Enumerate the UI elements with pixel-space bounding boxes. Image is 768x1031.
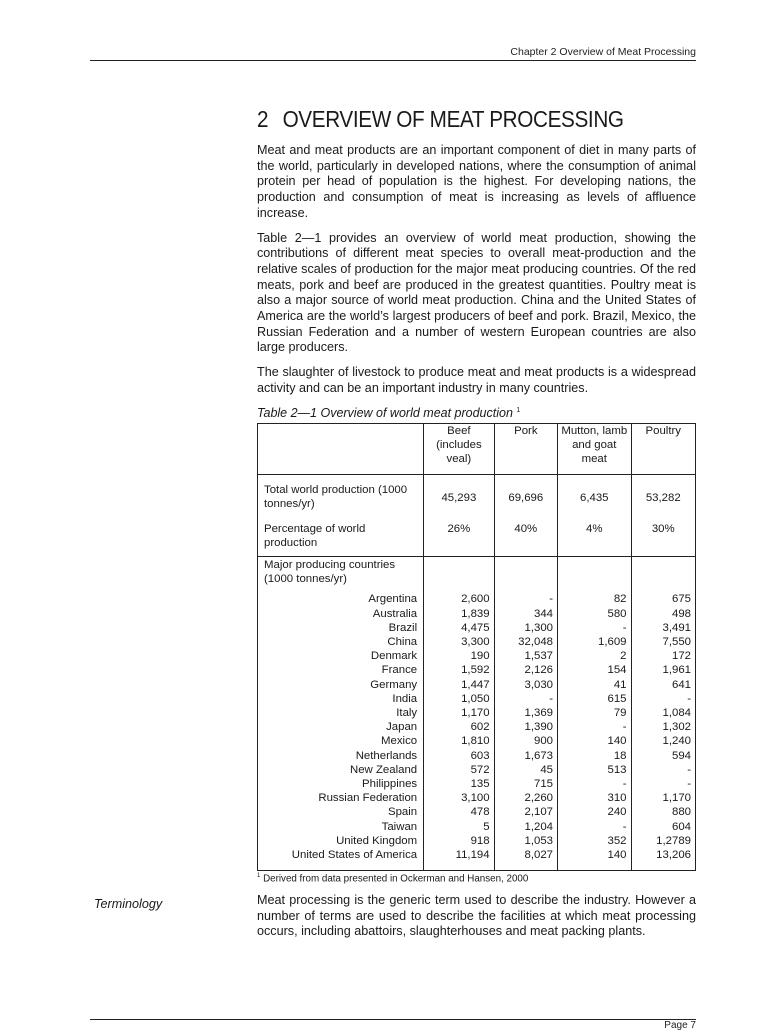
country-value: 41 (558, 678, 632, 692)
country-value: 1,084 (631, 706, 695, 720)
country-value: 7,550 (631, 635, 695, 649)
country-value: 3,491 (631, 621, 695, 635)
summary-value: 26% (424, 518, 494, 557)
table-row (258, 720, 696, 734)
country-rows (258, 592, 696, 870)
country-value: 2 (558, 649, 632, 663)
table-row (258, 592, 696, 606)
country-value: 140 (558, 848, 632, 871)
chapter-heading (257, 106, 652, 133)
country-value: 900 (494, 734, 557, 748)
country-name: Brazil (258, 621, 424, 635)
country-value: 1,300 (494, 621, 557, 635)
country-value: 498 (631, 607, 695, 621)
meat-production-table (257, 423, 696, 872)
country-value: 513 (558, 763, 632, 777)
table-row (258, 791, 696, 805)
country-name: Japan (258, 720, 424, 734)
country-value: 580 (558, 607, 632, 621)
page-number: Page 7 (664, 1020, 696, 1031)
country-value: - (558, 777, 632, 791)
summary-value: 4% (558, 518, 632, 557)
country-value: 344 (494, 607, 557, 621)
country-value: 1,609 (558, 635, 632, 649)
country-value: 5 (424, 820, 494, 834)
country-value: 135 (424, 777, 494, 791)
country-value: 641 (631, 678, 695, 692)
country-name: Argentina (258, 592, 424, 606)
country-value: 1,240 (631, 734, 695, 748)
country-value: 1,810 (424, 734, 494, 748)
country-name: Mexico (258, 734, 424, 748)
table-row (258, 692, 696, 706)
country-name: Philippines (258, 777, 424, 791)
country-value: 1,302 (631, 720, 695, 734)
table-row (258, 635, 696, 649)
country-name: Netherlands (258, 749, 424, 763)
country-value: 1,537 (494, 649, 557, 663)
countries-heading: Major producing countries (1000 tonnes/yr) (258, 556, 424, 592)
footer-rule (90, 1019, 696, 1020)
country-value: 1,170 (631, 791, 695, 805)
country-value: 1,170 (424, 706, 494, 720)
table-caption-text: Table 2—1 Overview of world meat production (257, 405, 513, 420)
country-name: United Kingdom (258, 834, 424, 848)
country-value: 1,050 (424, 692, 494, 706)
table-row (258, 777, 696, 791)
country-value: 604 (631, 820, 695, 834)
overview-paragraph: Table 2—1 provides an overview of world meat production, showing the contributions of different meat species to overall meat-production and the relative scales of production for the major meat producing countries. Of the red meats, pork and beef are produced in the greatest quantities. Poultry meat is also a major source of world meat production. China and the United States of America are the world’s largest producers of beef and pork. Brazil, Mexico, the Russian Federation and a number of western European countries are also large producers. (257, 230, 696, 355)
summary-value: 40% (494, 518, 557, 557)
country-name: Spain (258, 805, 424, 819)
table-row (258, 834, 696, 848)
country-name: Germany (258, 678, 424, 692)
country-value: - (631, 777, 695, 791)
table-row (258, 749, 696, 763)
country-value: 675 (631, 592, 695, 606)
table-row (258, 848, 696, 871)
country-value: 2,107 (494, 805, 557, 819)
main-content (257, 106, 696, 871)
country-value: - (631, 692, 695, 706)
country-value: 478 (424, 805, 494, 819)
column-header-beef: Beef (includes veal) (424, 423, 494, 475)
country-value: 190 (424, 649, 494, 663)
country-value: 1,961 (631, 663, 695, 677)
table-row (258, 805, 696, 819)
summary-value: 45,293 (424, 475, 494, 518)
country-name: Italy (258, 706, 424, 720)
country-value: - (494, 592, 557, 606)
country-value: 880 (631, 805, 695, 819)
header-empty-cell (258, 423, 424, 475)
country-value: - (558, 720, 632, 734)
country-value: 1,447 (424, 678, 494, 692)
table-row (258, 663, 696, 677)
summary-value: 6,435 (558, 475, 632, 518)
empty-cell (631, 556, 695, 592)
country-value: 13,206 (631, 848, 695, 871)
summary-value: 53,282 (631, 475, 695, 518)
summary-label: Total world production (1000 tonnes/yr) (258, 475, 424, 518)
country-value: 310 (558, 791, 632, 805)
summary-value: 69,696 (494, 475, 557, 518)
country-value: 2,600 (424, 592, 494, 606)
country-value: 3,030 (494, 678, 557, 692)
country-value: 1,390 (494, 720, 557, 734)
country-value: 3,300 (424, 635, 494, 649)
country-value: 602 (424, 720, 494, 734)
terminology-paragraph: Meat processing is the generic term used to describe the industry. However a number of terms are used to describe the facilities at which meat processing occurs, including abattoirs, slaughterhouses and meat packing plants. (257, 893, 696, 939)
country-value: 240 (558, 805, 632, 819)
country-value: 572 (424, 763, 494, 777)
table-row (258, 706, 696, 720)
country-value: 3,100 (424, 791, 494, 805)
country-name: France (258, 663, 424, 677)
intro-paragraph: Meat and meat products are an important component of diet in many parts of the world, particularly in developed nations, where the consumption of animal protein per head of population is the highest. For developing nations, the production and consumption of meat is increasing as levels of affluence increase. (257, 143, 696, 220)
country-name: United States of America (258, 848, 424, 871)
slaughter-paragraph: The slaughter of livestock to produce meat and meat products is a widespread activity and can be an important industry in many countries. (257, 365, 696, 395)
country-value: 603 (424, 749, 494, 763)
country-value: - (558, 820, 632, 834)
country-value: 1,592 (424, 663, 494, 677)
empty-cell (424, 556, 494, 592)
country-name: Taiwan (258, 820, 424, 834)
country-value: 140 (558, 734, 632, 748)
country-value: - (558, 621, 632, 635)
table-row (258, 678, 696, 692)
table-row (258, 734, 696, 748)
country-name: New Zealand (258, 763, 424, 777)
header-rule (90, 60, 696, 61)
chapter-title: OVERVIEW OF MEAT PROCESSING (282, 106, 624, 132)
column-header-pork: Pork (494, 423, 557, 475)
country-value: - (494, 692, 557, 706)
chapter-number: 2 (257, 106, 269, 132)
table-row (258, 820, 696, 834)
country-value: 1,053 (494, 834, 557, 848)
column-header-poultry: Poultry (631, 423, 695, 475)
country-value: 82 (558, 592, 632, 606)
country-value: 1,839 (424, 607, 494, 621)
country-name: Australia (258, 607, 424, 621)
table-caption-footnote-mark: 1 (516, 406, 521, 414)
country-value: 8,027 (494, 848, 557, 871)
table-row (258, 607, 696, 621)
country-value: 18 (558, 749, 632, 763)
country-name: India (258, 692, 424, 706)
country-value: 45 (494, 763, 557, 777)
country-value: 918 (424, 834, 494, 848)
country-value: 79 (558, 706, 632, 720)
country-value: 1,2789 (631, 834, 695, 848)
country-value: 1,673 (494, 749, 557, 763)
table-caption (257, 406, 696, 420)
country-value: 154 (558, 663, 632, 677)
country-value: 172 (631, 649, 695, 663)
table-header-row (258, 423, 696, 475)
countries-heading-row (258, 556, 696, 592)
country-value: 615 (558, 692, 632, 706)
table-row (258, 763, 696, 777)
summary-value: 30% (631, 518, 695, 557)
country-value: 2,126 (494, 663, 557, 677)
country-value: 4,475 (424, 621, 494, 635)
country-value: - (631, 763, 695, 777)
country-value: 352 (558, 834, 632, 848)
country-value: 1,369 (494, 706, 557, 720)
empty-cell (558, 556, 632, 592)
country-value: 11,194 (424, 848, 494, 871)
country-value: 715 (494, 777, 557, 791)
terminology-side-label: Terminology (94, 897, 163, 911)
footnote-text: Derived from data presented in Ockerman and Hansen, 2000 (263, 873, 529, 885)
footnote (257, 873, 528, 884)
total-production-row (258, 475, 696, 518)
country-name: Russian Federation (258, 791, 424, 805)
country-name: China (258, 635, 424, 649)
country-value: 32,048 (494, 635, 557, 649)
percentage-row (258, 518, 696, 557)
country-name: Denmark (258, 649, 424, 663)
country-value: 594 (631, 749, 695, 763)
country-value: 2,260 (494, 791, 557, 805)
summary-label: Percentage of world production (258, 518, 424, 557)
column-header-mutton: Mutton, lamb and goat meat (558, 423, 632, 475)
country-value: 1,204 (494, 820, 557, 834)
table-row (258, 649, 696, 663)
running-head: Chapter 2 Overview of Meat Processing (510, 46, 696, 58)
table-row (258, 621, 696, 635)
empty-cell (494, 556, 557, 592)
footnote-mark: 1 (257, 873, 261, 879)
